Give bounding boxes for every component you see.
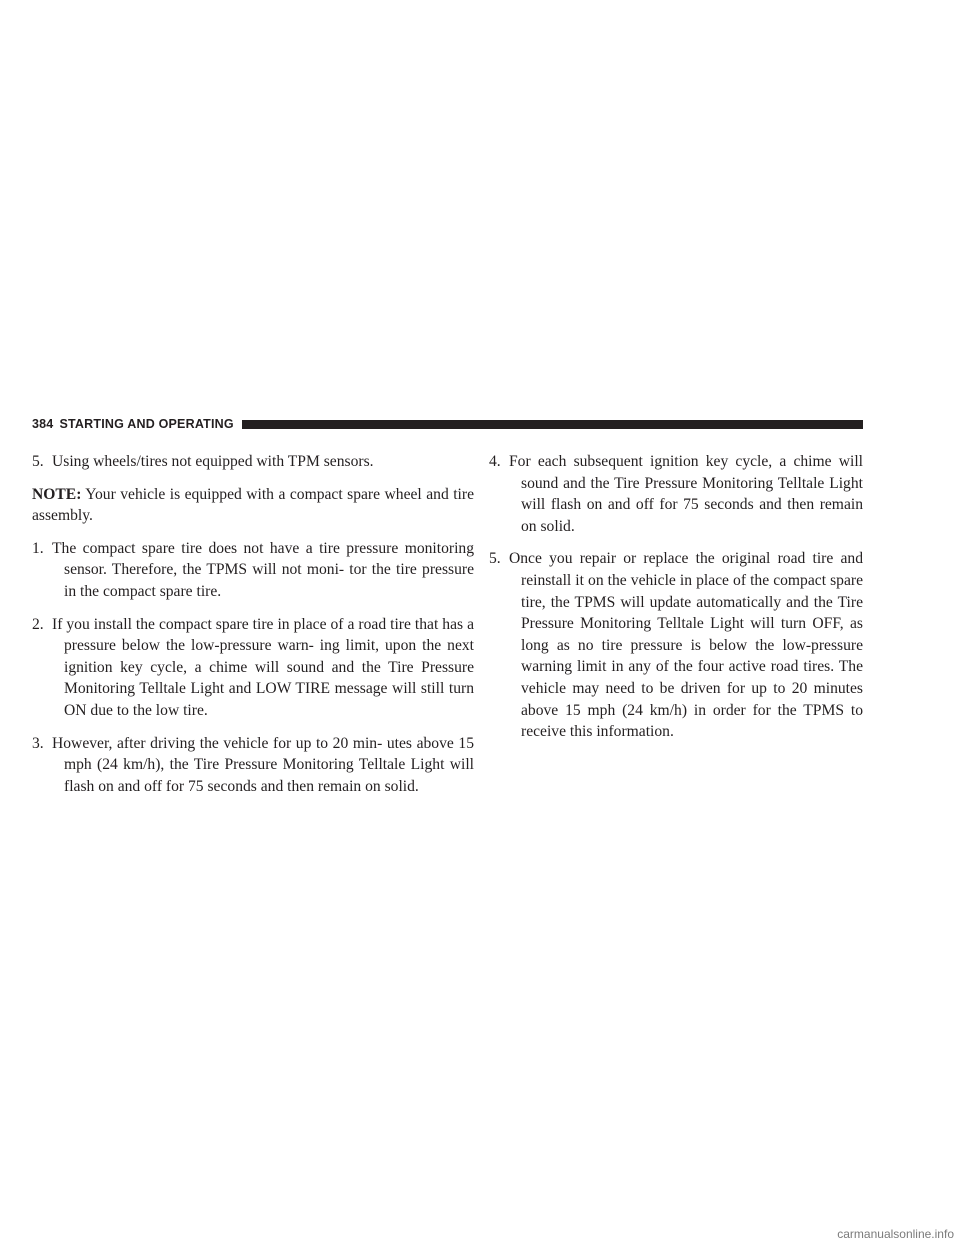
list-number: 3.	[32, 734, 44, 752]
list-number: 2.	[32, 615, 44, 633]
list-item-5-right	[489, 548, 863, 742]
list-item-4	[489, 451, 863, 537]
list-item-5-left	[32, 451, 474, 473]
watermark-link[interactable]: carmanualsonline.info	[837, 1227, 954, 1241]
note-label: NOTE:	[32, 485, 82, 503]
list-text: Once you repair or replace the original road tire and reinstall it on the vehicle in place of the compact spare tire, the TPMS will update automatically and the Tire Pressure Monitoring Telltale Light will turn OFF, as long as no tire pressure is below the low-pressure warning limit in any of the four active road tires. The vehicle may need to be driven for up to 20 minutes above 15 mph (24 km/h) in order for the TPMS to receive this information.	[509, 550, 863, 741]
list-number: 1.	[32, 539, 44, 557]
page-number: 384	[32, 417, 54, 431]
list-text: If you install the compact spare tire in place of a road tire that has a pressure below the low-pressure warn- ing limit, upon the next ignition key cycle, a chime will sound and the Tire Pressure Monitoring Telltale Light and LOW TIRE message will still turn ON due to the low tire.	[52, 615, 474, 719]
right-column	[489, 451, 863, 754]
list-text: However, after driving the vehicle for up to 20 min- utes above 15 mph (24 km/h), the Tire Pressure Monitoring Telltale Light will flash on and off for 75 seconds and then remain on solid.	[52, 734, 474, 795]
header-rule	[242, 420, 863, 429]
list-number: 5.	[489, 550, 501, 568]
page-header	[32, 417, 863, 431]
list-text: The compact spare tire does not have a tire pressure monitoring sensor. Therefore, the TPMS will not moni- tor the tire pressure in the compact spare tire.	[52, 539, 474, 600]
note-paragraph	[32, 484, 474, 527]
list-item-1	[32, 538, 474, 603]
list-item-3	[32, 733, 474, 798]
list-text: Using wheels/tires not equipped with TPM sensors.	[52, 453, 374, 470]
list-text: For each subsequent ignition key cycle, a chime will sound and the Tire Pressure Monitoring Telltale Light will flash on and off for 75 seconds and then remain on solid.	[509, 453, 863, 535]
list-number: 5.	[32, 453, 44, 470]
left-column	[32, 451, 474, 808]
list-item-2	[32, 614, 474, 722]
section-title: STARTING AND OPERATING	[59, 417, 234, 431]
list-number: 4.	[489, 453, 501, 470]
note-text: Your vehicle is equipped with a compact spare wheel and tire assembly.	[32, 485, 474, 525]
